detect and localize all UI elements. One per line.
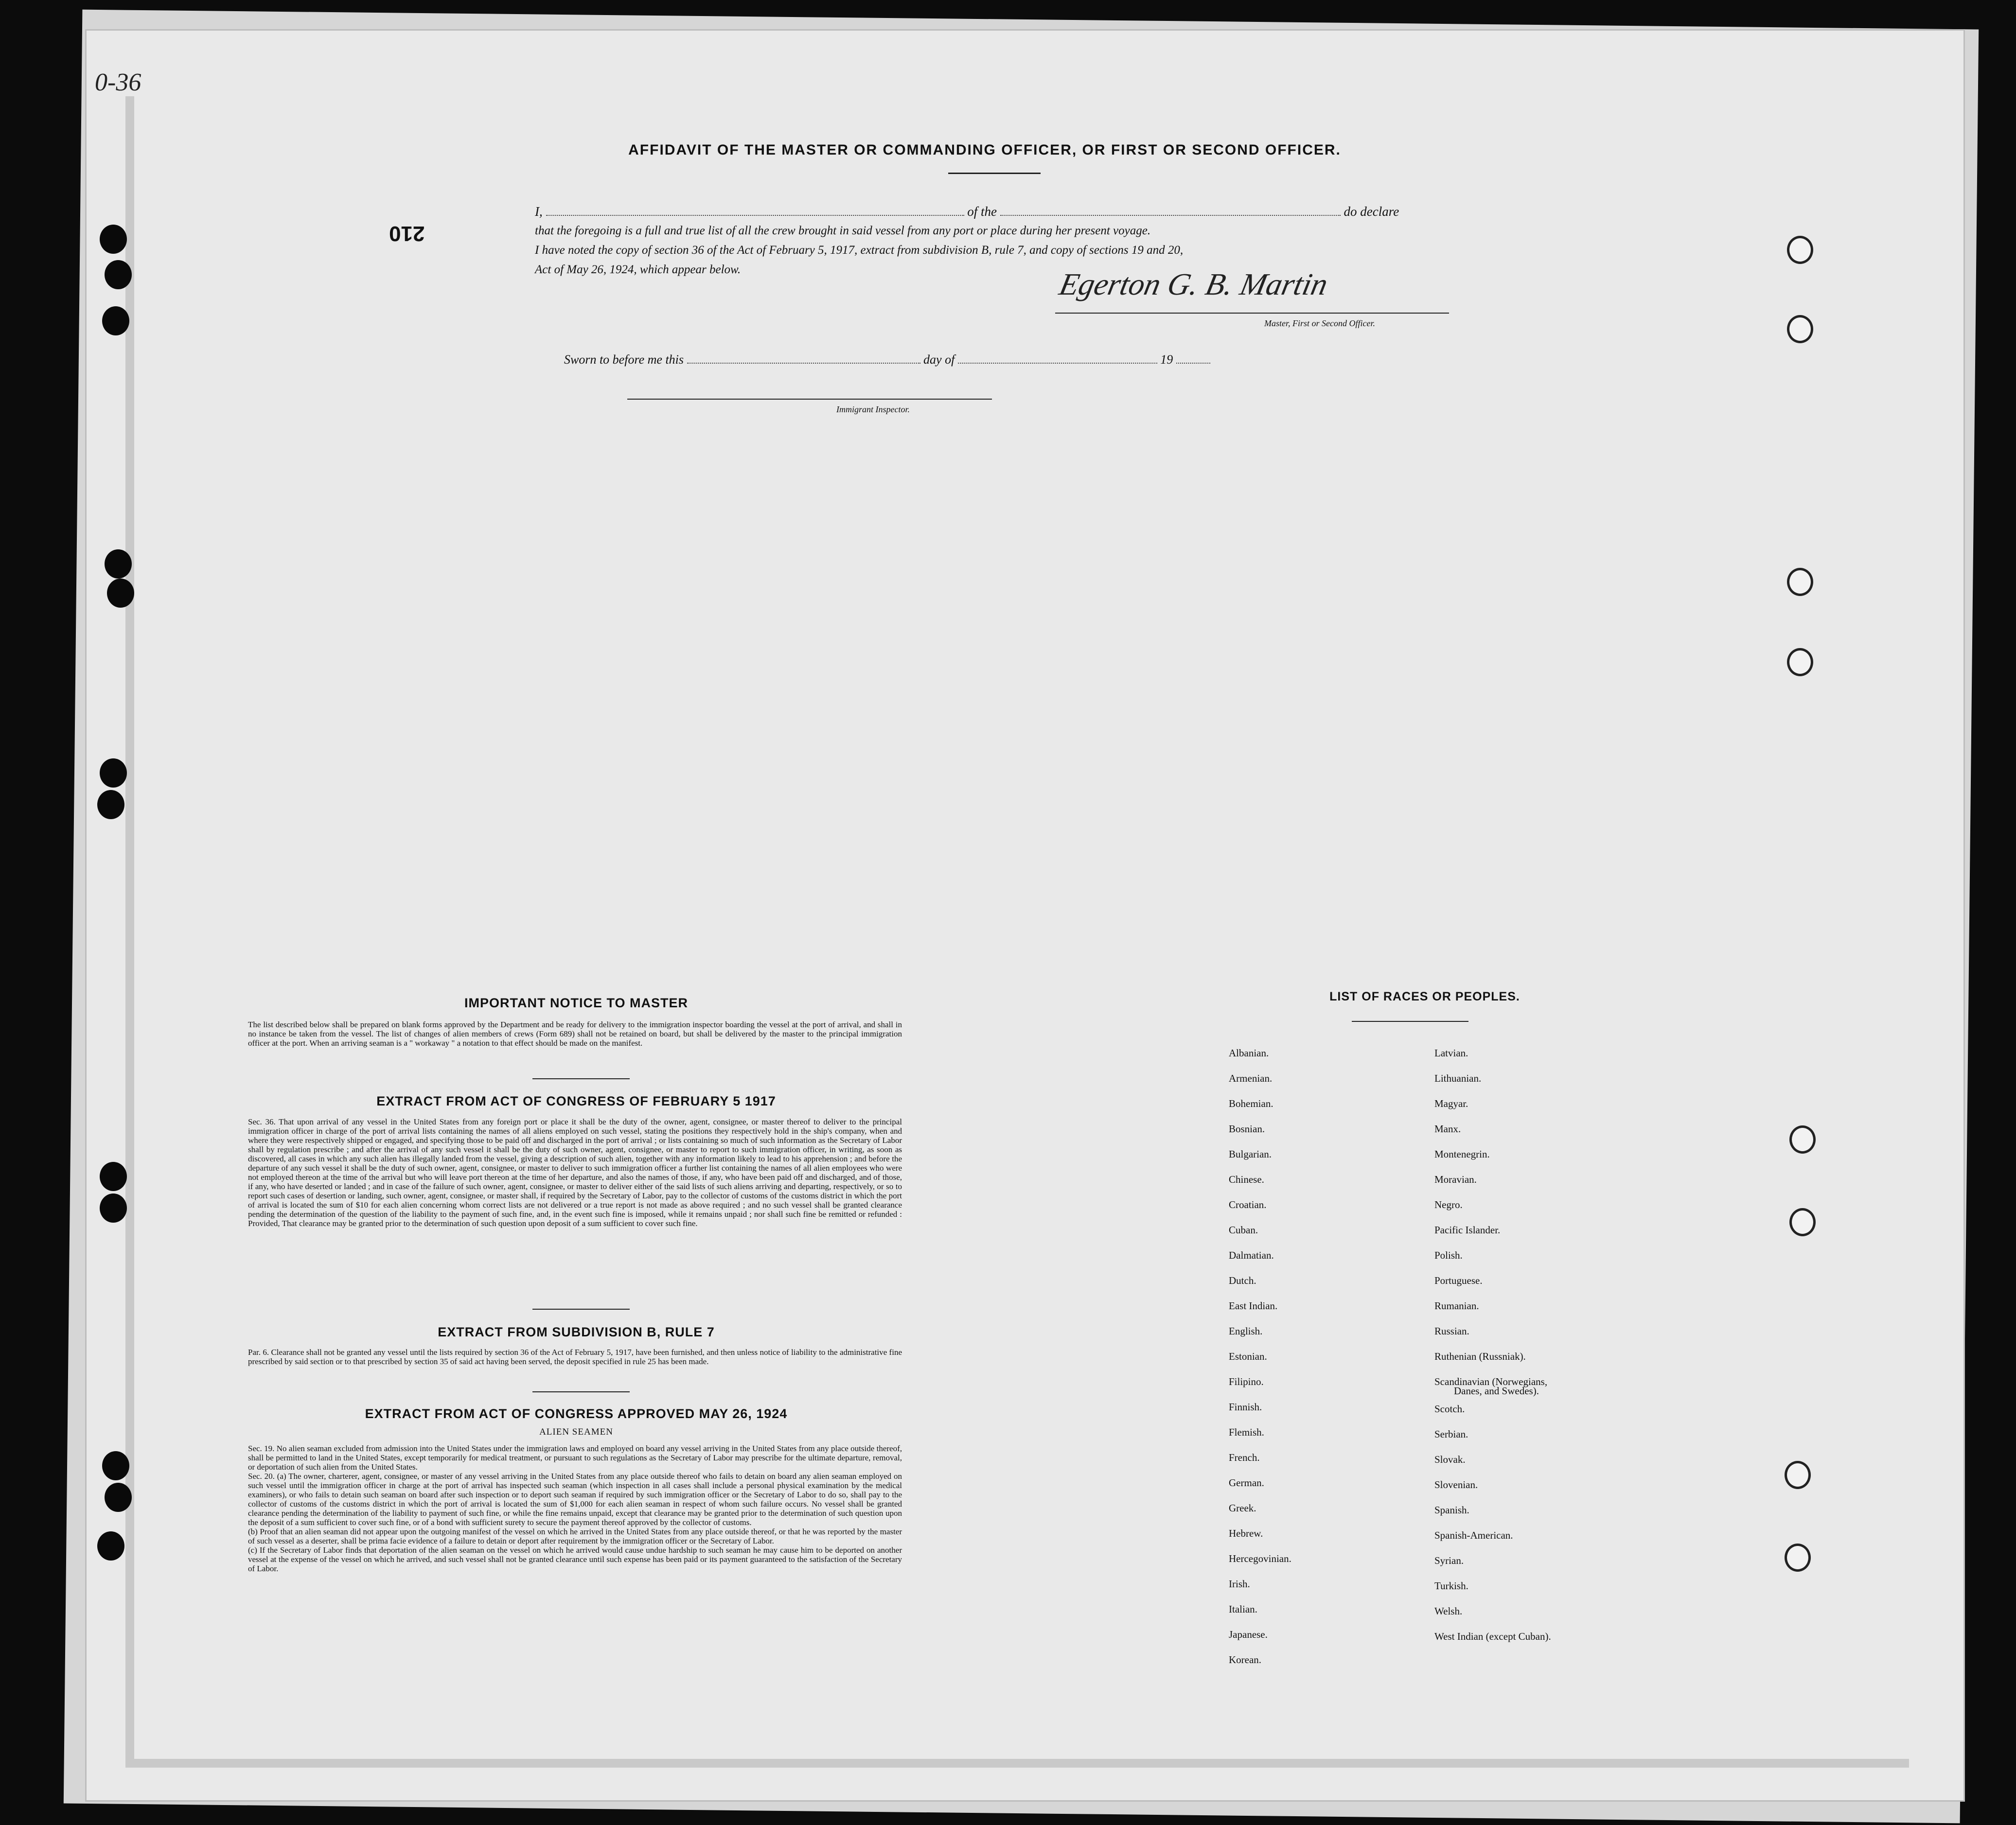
race-item: Scotch. [1434, 1403, 1465, 1415]
races-title: LIST OF RACES OR PEOPLES. [1329, 990, 1520, 1003]
race-item: French. [1229, 1452, 1260, 1463]
extract-1924-subtitle: ALIEN SEAMEN [539, 1427, 613, 1437]
extract-1917-title: EXTRACT FROM ACT OF CONGRESS OF FEBRUARY 5 1917 [376, 1094, 776, 1108]
binder-ring [1789, 1125, 1816, 1154]
race-item: English. [1229, 1325, 1263, 1337]
race-item: Estonian. [1229, 1351, 1267, 1362]
race-item: Bosnian. [1229, 1123, 1265, 1135]
race-item: Moravian. [1434, 1174, 1477, 1185]
race-item: Welsh. [1434, 1605, 1463, 1617]
rule7-title: EXTRACT FROM SUBDIVISION B, RULE 7 [438, 1325, 715, 1339]
affidavit-of-the: of the [967, 204, 997, 219]
binder-hole [105, 260, 132, 289]
divider [532, 1078, 630, 1079]
binder-ring [1787, 568, 1813, 596]
race-item: Bulgarian. [1229, 1148, 1272, 1160]
race-item: Irish. [1229, 1578, 1250, 1590]
race-item: Ruthenian (Russniak). [1434, 1351, 1526, 1362]
race-item: Italian. [1229, 1603, 1257, 1615]
race-item: East Indian. [1229, 1300, 1278, 1312]
extract-1924-title: EXTRACT FROM ACT OF CONGRESS APPROVED MAY 26, 1924 [365, 1406, 788, 1421]
race-item: Montenegrin. [1434, 1148, 1490, 1160]
stamp-number: 210 [389, 222, 425, 246]
extract-1924-body [248, 1444, 902, 1573]
binder-hole [100, 1193, 127, 1223]
sec19-text: Sec. 19. No alien seaman excluded from admission into the United States under the immigration laws and employed on board any vessel arriving in the United States from any place outside thereof, shall be permitted to land in the United States, except temporarily for medical treatment, or pursuant to such regulations as the Secretary of Labor may prescribe for the ultimate departure, removal, or deportation of such alien from the United States. [248, 1444, 902, 1472]
binder-hole [102, 1451, 129, 1480]
signature-caption: Master, First or Second Officer. [1264, 318, 1375, 328]
race-item: Pacific Islander. [1434, 1224, 1501, 1236]
races-right-column [1434, 1040, 1551, 1649]
sworn-month-blank [958, 353, 1157, 364]
binder-hole [100, 758, 127, 788]
race-item: Syrian. [1434, 1555, 1464, 1566]
race-item: Magyar. [1434, 1098, 1468, 1109]
binder-ring [1785, 1544, 1811, 1572]
binder-ring [1787, 648, 1813, 676]
race-item: Croatian. [1229, 1199, 1267, 1211]
race-item: Lithuanian. [1434, 1072, 1482, 1084]
race-item: Latvian. [1434, 1047, 1468, 1059]
race-item: German. [1229, 1477, 1264, 1489]
sworn-year-blank [1176, 353, 1210, 364]
affidavit-title: AFFIDAVIT OF THE MASTER OR COMMANDING OFFICER, OR FIRST OR SECOND OFFICER. [628, 142, 1341, 158]
race-item: Russian. [1434, 1325, 1469, 1337]
affidavit-line-2: that the foregoing is a full and true list of all the crew brought in said vessel from any port or place during her present voyage. [535, 224, 1151, 237]
vessel-blank [1000, 205, 1341, 216]
binder-ring [1789, 1208, 1816, 1236]
sec20b-text: (b) Proof that an alien seaman did not appear upon the outgoing manifest of the vessel on which he arrived in the United States from any place outside thereof, or that he was reported by the master of such vessel as a deserter, shall be prima facie evidence of a failure to detain or deport after requirement by the immigration officer or the Secretary of Labor. [248, 1527, 902, 1545]
sworn-day-of: day of [923, 352, 955, 367]
bleed-through [438, 421, 780, 457]
race-item: Slovenian. [1434, 1479, 1478, 1491]
race-item: Serbian. [1434, 1428, 1468, 1440]
race-item: Finnish. [1229, 1401, 1262, 1413]
race-item: Spanish-American. [1434, 1529, 1513, 1541]
binder-hole [100, 225, 127, 254]
race-item: Hebrew. [1229, 1527, 1263, 1539]
corner-note: 0-36 [95, 69, 141, 96]
divider [532, 1309, 630, 1310]
sec20a-text: Sec. 20. (a) The owner, charterer, agent, consignee, or master of any vessel arriving in the United States from any place outside thereof who fails to detain on board any alien seaman employed on such vessel until the immigration officer in charge at the port of arrival has inspected such seaman (which inspection in all cases shall include a personal physical examination by the medical examiners), or who fails to detain such seaman on board after such inspection or to deport such seaman if required by such immigration officer or the Secretary of Labor to do so, shall pay to the collector of customs of the customs district in which the port of arrival is located the sum of $1,000 for each alien seaman in respect of whom such failure occurs. No vessel shall be granted clearance pending the determination of the liability to payment of such fine, or while the fine remains unpaid, except that clearance may be granted prior to the determination of such question upon the deposit of a sum sufficient to cover such fine, or of a bond with sufficient surety to secure the payment thereof approved by the collector of customs. [248, 1472, 902, 1527]
sworn-prefix: Sworn to before me this [564, 352, 684, 367]
race-item: Filipino. [1229, 1376, 1264, 1387]
affidavit-line-4: Act of May 26, 1924, which appear below. [535, 263, 741, 276]
binder-hole [102, 306, 129, 335]
race-item: Negro. [1434, 1199, 1463, 1211]
race-item: Japanese. [1229, 1629, 1268, 1640]
races-left-column [1229, 1040, 1291, 1672]
binder-hole [97, 1531, 124, 1561]
notice-text: The list described below shall be prepared on blank forms approved by the Department and be ready for delivery to the immigration inspector boarding the vessel at the port of arrival, and shall in no instance be taken from the vessel. The list of changes of alien members of crews (Form 689) shall not be retained on board, but shall be delivered by the master to the principal immigration officer at the port. When an arriving seaman is a " workaway " a notation to that effect should be made on the manifest. [248, 1020, 902, 1048]
race-item: Albanian. [1229, 1047, 1269, 1059]
race-item: Hercegovinian. [1229, 1553, 1291, 1564]
race-item: Dutch. [1229, 1275, 1256, 1286]
sworn-day-blank [687, 353, 920, 364]
notice-title: IMPORTANT NOTICE TO MASTER [464, 996, 688, 1010]
race-item: Greek. [1229, 1502, 1256, 1514]
signature-line [1055, 313, 1449, 314]
binder-ring [1787, 236, 1813, 264]
affidavit-lead: I, [535, 204, 543, 219]
race-item: Slovak. [1434, 1454, 1466, 1465]
race-item: Spanish. [1434, 1504, 1469, 1516]
race-item: Scandinavian (Norwegians, [1434, 1376, 1548, 1387]
race-item: Bohemian. [1229, 1098, 1273, 1109]
divider [1352, 1021, 1468, 1022]
inspector-caption: Immigrant Inspector. [836, 404, 910, 414]
race-item: Manx. [1434, 1123, 1461, 1135]
race-item: Cuban. [1229, 1224, 1258, 1236]
divider [948, 173, 1041, 174]
binder-ring [1785, 1461, 1811, 1489]
sworn-year-prefix: 19 [1160, 352, 1173, 367]
binder-ring [1787, 315, 1813, 343]
rule7-text: Par. 6. Clearance shall not be granted any vessel until the lists required by section 36 of the Act of February 5, 1917, have been furnished, and then unless notice of liability to the administrative fine prescribed by said section or to that prescribed by section 35 of said act having been served, the deposit specified in rule 25 has been made. [248, 1348, 902, 1366]
race-item: Korean. [1229, 1654, 1262, 1666]
binder-hole [105, 549, 132, 579]
signature: Egerton G. B. Martin [1056, 267, 1331, 301]
binder-hole [107, 579, 134, 608]
divider [532, 1391, 630, 1392]
race-item: Portuguese. [1434, 1275, 1483, 1286]
race-item: Turkish. [1434, 1580, 1468, 1592]
extract-1917-text: Sec. 36. That upon arrival of any vessel in the United States from any foreign port or place it shall be the duty of the owner, agent, consignee, or master thereof to deliver to the principal immigration officer in charge of the port of arrival lists containing the names of all aliens employed on such vessel, stating the positions they respectively hold in the ship's company, when and where they were respectively shipped or engaged, and specifying those to be paid off and discharged in the port of arrival ; or lists containing so much of such information as the Secretary of Labor shall by regulation prescribe ; and after the arrival of any such vessel it shall be the duty of such owner, agent, consignee, or master to report to such immigration officer, in writing, as soon as discovered, all cases in which any such alien has illegally landed from the vessel, giving a description of such alien, together with any information likely to lead to his apprehension ; and before the departure of any such vessel it shall be the duty of such owner, agent, consignee, or master to deliver to such immigration officer a further list containing the names of all alien employees who were not employed thereon at the time of the arrival but who will leave port thereon at the time of her departure, and also the names of those, if any, who have been paid off and discharged, and of those, if any, who have deserted or landed ; and in case of the failure of such owner, agent, consignee, or master to deliver either of the said lists of such aliens arriving and departing, respectively, or so to report such cases of desertion or landing, such owner, agent, consignee, or master shall, if required by the Secretary of Labor, pay to the collector of customs of the customs district in which the port of arrival is located the sum of $10 for each alien concerning whom correct lists are not delivered or a true report is not made as above required ; and no such vessel shall be granted clearance pending the determination of the question of the liability to the payment of such fine, and, in the event such fine is imposed, while it remains unpaid ; nor shall such fine be remitted or refunded : Provided, That clearance may be granted prior to the determination of such question upon deposit of a sum sufficient to cover such fine. [248, 1117, 902, 1228]
race-item: Chinese. [1229, 1174, 1264, 1185]
race-item: West Indian (except Cuban). [1434, 1631, 1551, 1642]
race-item: Danes, and Swedes). [1454, 1385, 1539, 1397]
binder-hole [105, 1483, 132, 1512]
binder-hole [97, 790, 124, 819]
race-item: Rumanian. [1434, 1300, 1479, 1312]
race-item: Armenian. [1229, 1072, 1273, 1084]
binder-hole [100, 1162, 127, 1191]
affidavit-do-declare: do declare [1344, 204, 1399, 219]
name-blank [546, 205, 964, 216]
affidavit-line-3: I have noted the copy of section 36 of the Act of February 5, 1917, extract from subdivision B, rule 7, and copy of sections 19 and 20, [535, 244, 1184, 257]
sworn-line [564, 350, 1210, 369]
race-item: Polish. [1434, 1249, 1463, 1261]
race-item: Flemish. [1229, 1426, 1264, 1438]
inspector-line [627, 399, 992, 400]
sec20c-text: (c) If the Secretary of Labor finds that deportation of the alien seaman on the vessel on which he arrived would cause undue hardship to such seaman he may cause him to be deported on another vessel at the expense of the vessel on which he arrived, and such vessel shall not be granted clearance until such expense has been paid or its payment guaranteed to the satisfaction of the Secretary of Labor. [248, 1545, 902, 1573]
race-item: Dalmatian. [1229, 1249, 1274, 1261]
